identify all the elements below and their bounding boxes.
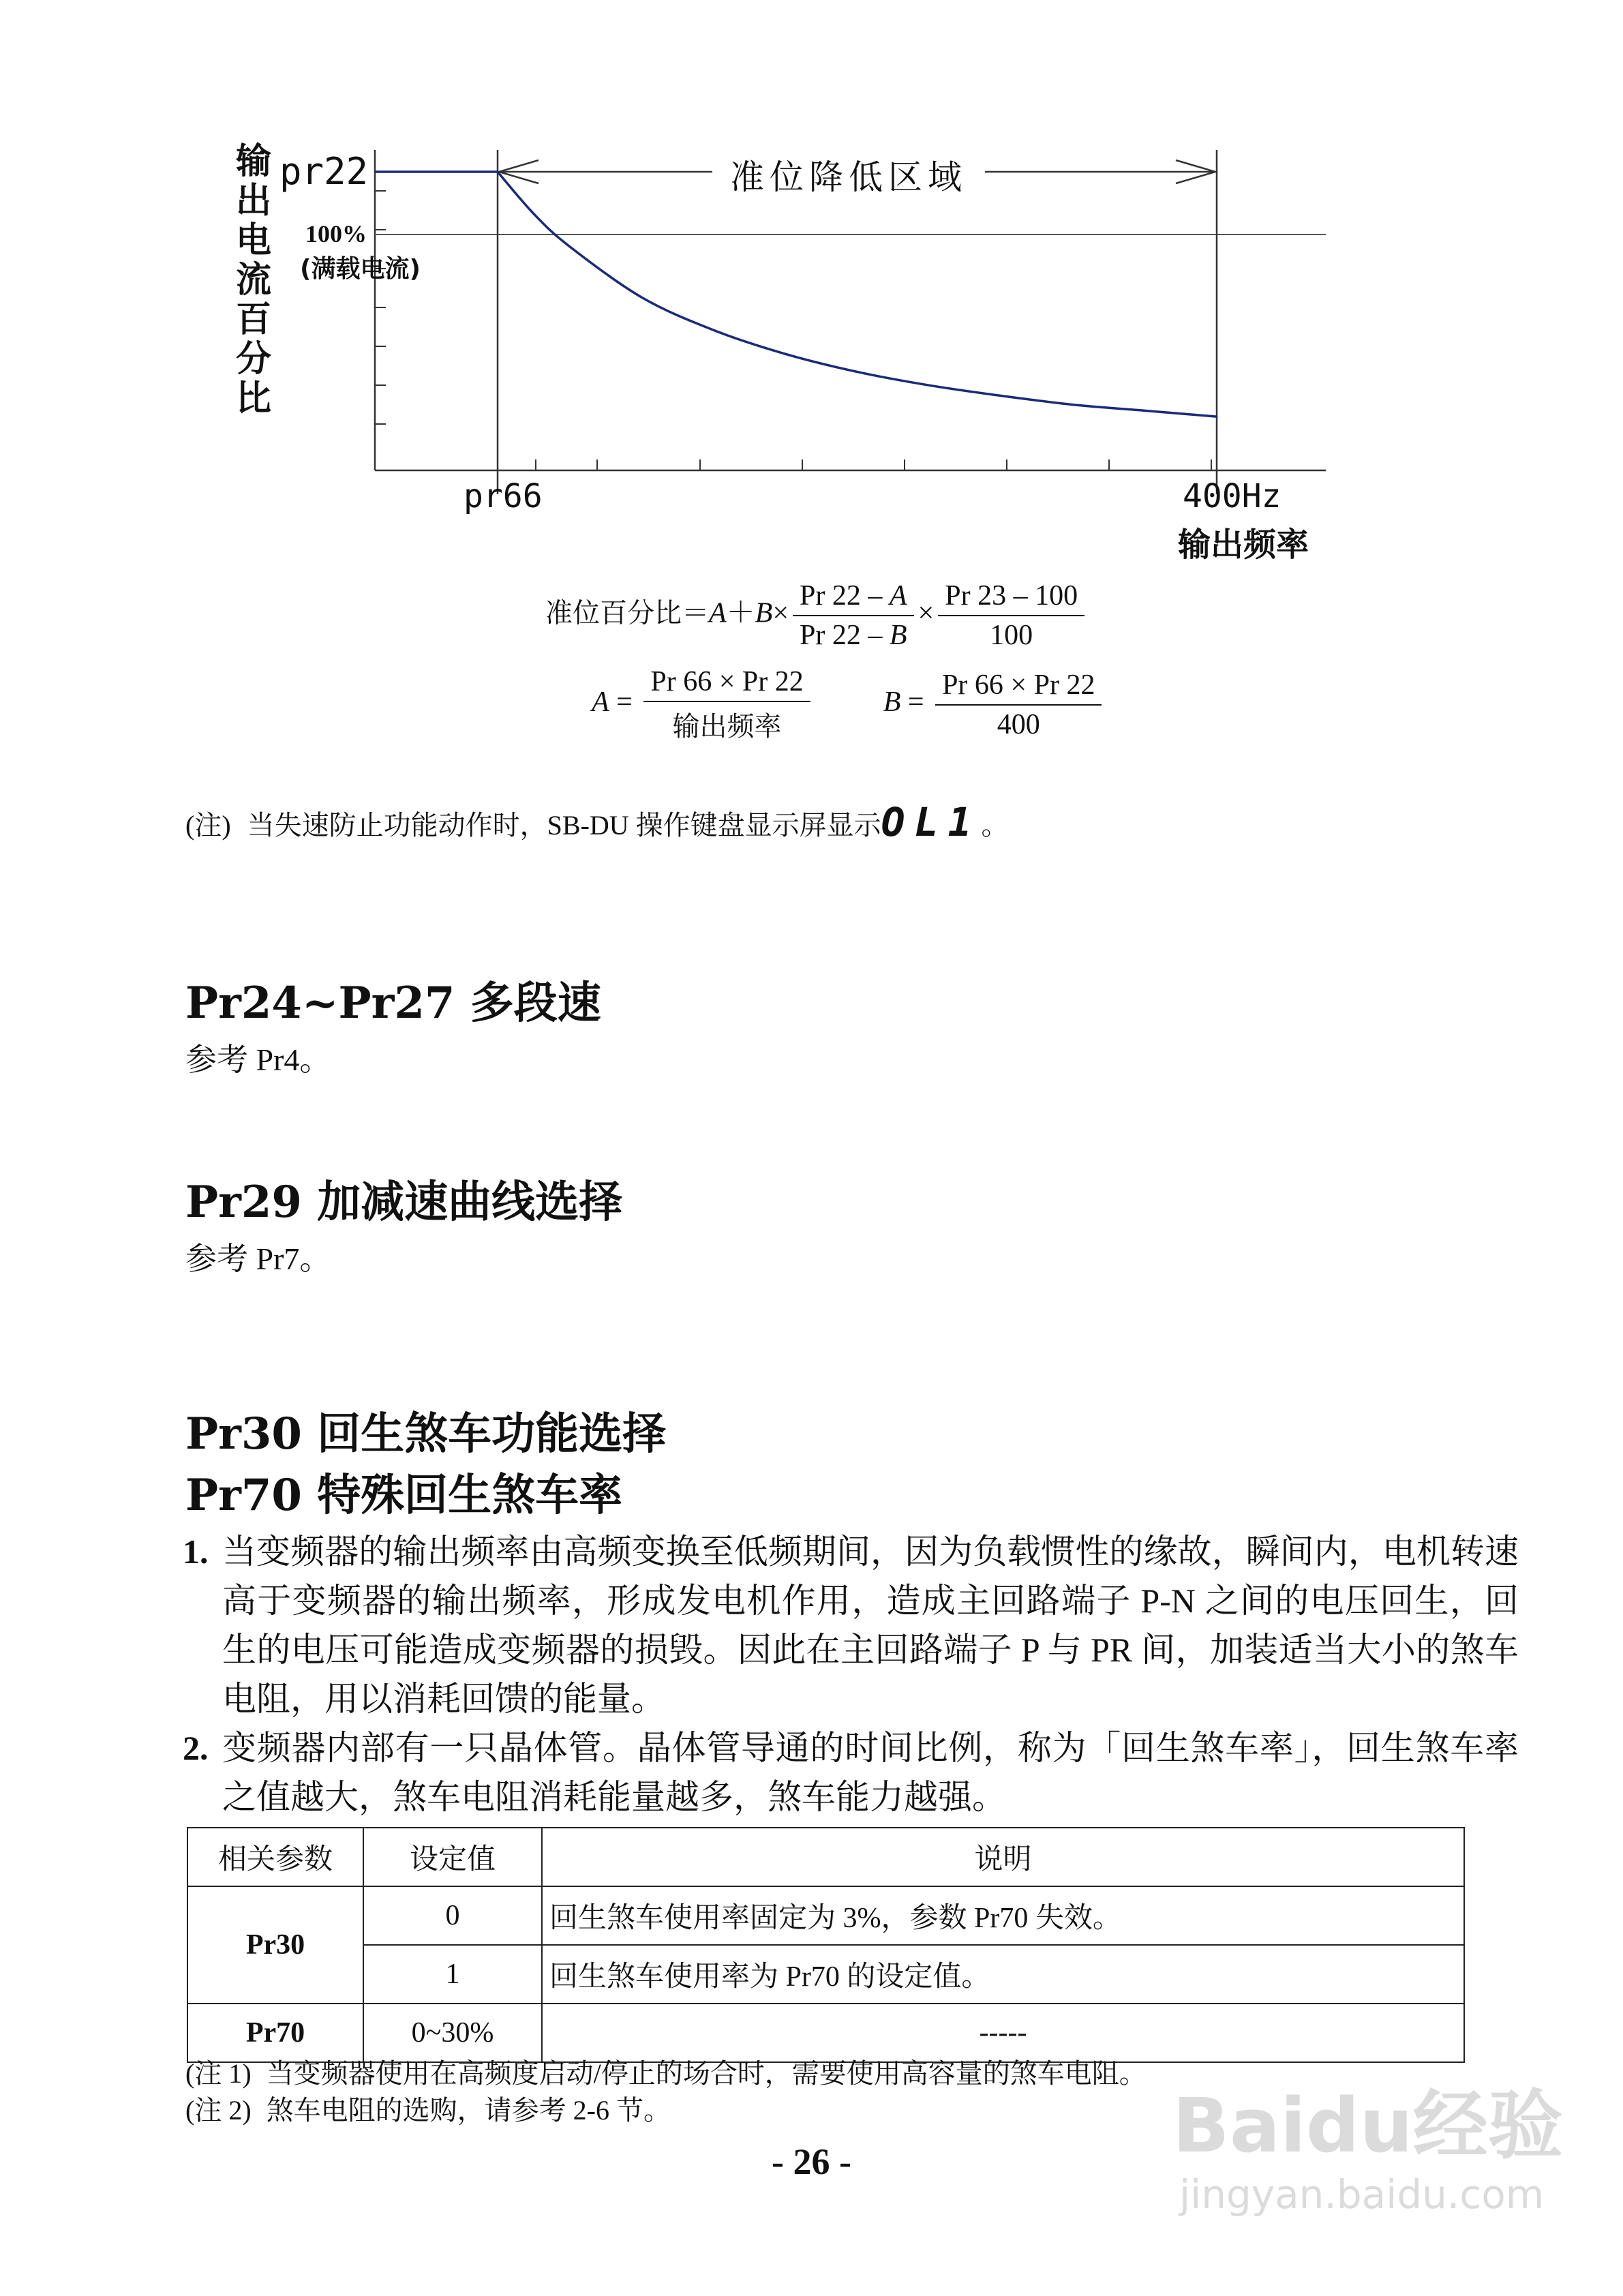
section-title-pr29: Pr29 加减速曲线选择	[185, 1177, 623, 1228]
f2-num: Pr 23 – 100	[938, 579, 1084, 616]
param-pr70: Pr70	[187, 2004, 363, 2062]
footnote-label: (注 1)	[185, 2058, 252, 2089]
curve-point	[641, 296, 643, 298]
desc-cell: 回生煞车使用率固定为 3%，参数 Pr70 失效。	[542, 1886, 1464, 1945]
table-header-row	[187, 1828, 1464, 1886]
curve-point	[712, 329, 714, 331]
value-cell: 0	[363, 1886, 542, 1945]
param-pr30: Pr30	[187, 1886, 363, 2004]
item-text: 当变频器的输出频率由高频变换至低频期间，因为负载惯性的缘故，瞬间内，电机转速高于变频器的输出频率，形成发电机作用，造成主回路端子 P-N 之间的电压回生，回生的电压可能造成变频器的损毁。因此在主回路端子 P 与 PR 间，加装适当大小的煞车电阻，用以消耗回馈的能量。	[222, 1532, 1519, 1718]
ref-full-load-label: (满载电流)	[300, 255, 421, 283]
formula-a: A	[709, 597, 727, 629]
page-number: - 26 -	[772, 2141, 851, 2182]
f1-den-var: B	[889, 620, 907, 651]
a-num: Pr 66 × Pr 22	[643, 665, 810, 702]
formula-b-def: B	[883, 686, 901, 719]
pr22-tick-label: pr22	[279, 150, 369, 193]
section-title-pr24-27: Pr24~Pr27 多段速	[185, 978, 601, 1029]
y-axis-char: 比	[235, 378, 271, 419]
f1-num: Pr 22 –	[800, 580, 890, 611]
f1-num-var: A	[889, 580, 907, 611]
lcd-ol1-display: OL1	[881, 799, 982, 845]
header-param: 相关参数	[187, 1828, 363, 1886]
note-text: 当失速防止功能动作时，SB-DU 操作键盘显示屏显示	[247, 810, 881, 841]
note-suffix: 。	[981, 810, 1009, 841]
derating-curve	[498, 172, 1217, 417]
formula-main	[545, 579, 1089, 652]
item-text: 变频器内部有一只晶体管。晶体管导通的时间比例，称为「回生煞车率」，回生煞车率之值越大，煞车电阻消耗能量越多，煞车能力越强。	[222, 1729, 1519, 1816]
y-axis-char: 分	[235, 339, 271, 380]
curve-points	[497, 171, 1218, 418]
watermark-url: jingyan.baidu.com	[1179, 2171, 1545, 2218]
baidu-watermark	[1172, 2045, 1595, 2277]
y-axis-char: 电	[235, 220, 271, 261]
item-number: 1.	[183, 1532, 209, 1571]
region-label: 准位降低区域	[730, 157, 967, 197]
f1-den: Pr 22 –	[800, 620, 890, 651]
section-title-pr30: Pr30 回生煞车功能选择	[185, 1408, 667, 1460]
section-title-pr70: Pr70 特殊回生煞车率	[185, 1470, 623, 1521]
value-cell: 1	[363, 1945, 542, 2004]
value-cell: 0~30%	[363, 2004, 542, 2062]
fraction-2	[938, 579, 1084, 652]
y-axis-char: 百	[235, 299, 271, 340]
footnote-text: 当变频器使用在高频度启动/停止的场合时，需要使用高容量的煞车电阻。	[266, 2058, 1147, 2089]
b-den: 400	[997, 708, 1040, 740]
footnote-2	[185, 2089, 671, 2128]
desc-cell: -----	[542, 2004, 1464, 2062]
formula-b: B	[755, 597, 773, 629]
eq-a: =	[609, 686, 640, 719]
pr66-tick-label: pr66	[464, 477, 543, 515]
y-axis-label	[233, 142, 274, 419]
note-prefix: (注)	[185, 810, 231, 841]
curve-point	[1000, 395, 1002, 397]
eq-b: =	[900, 686, 932, 719]
b-num: Pr 66 × Pr 22	[935, 669, 1102, 706]
header-desc: 说明	[542, 1828, 1464, 1886]
stall-note	[185, 799, 1008, 845]
formula-times: ×	[772, 597, 789, 629]
watermark-brand: Baidu经验	[1172, 2082, 1563, 2169]
y-axis-char: 出	[235, 181, 271, 222]
header-value: 设定值	[363, 1828, 542, 1886]
fraction-1	[793, 579, 914, 652]
formula-ab	[592, 665, 1106, 744]
y-axis-char: 输	[235, 141, 271, 182]
curve-point	[568, 245, 571, 247]
curve-point	[1144, 410, 1146, 412]
explanation-list	[183, 1527, 1519, 1822]
section-ref-pr4: 参考 Pr4。	[185, 1042, 331, 1077]
table-row	[187, 1886, 1464, 1945]
curve-point	[497, 171, 499, 173]
table-row	[187, 1945, 1464, 2004]
fraction-b	[935, 669, 1102, 741]
curve-point	[856, 371, 858, 373]
curve-point	[928, 384, 930, 387]
section-ref-pr7: 参考 Pr7。	[185, 1241, 331, 1276]
curve-point	[532, 213, 534, 215]
formula-lhs: 准位百分比＝	[545, 597, 709, 629]
param-table	[187, 1827, 1465, 2063]
list-item	[183, 1527, 1519, 1723]
f2-den: 100	[990, 620, 1033, 651]
x-ticks	[536, 459, 1211, 470]
curve-point	[785, 353, 787, 355]
footnote-label: (注 2)	[185, 2095, 252, 2126]
desc-cell: 回生煞车使用率为 Pr70 的设定值。	[542, 1945, 1464, 2004]
curve-point	[1216, 416, 1218, 418]
y-axis-char: 流	[235, 260, 271, 301]
item-number: 2.	[183, 1729, 209, 1767]
formula-a-def: A	[592, 686, 609, 719]
curve-point	[1072, 404, 1074, 406]
400hz-tick-label: 400Hz	[1183, 477, 1281, 515]
formula-plus: ＋	[726, 597, 755, 629]
fraction-a	[643, 665, 810, 744]
x-axis-label: 输出频率	[1178, 526, 1309, 564]
derating-chart	[218, 123, 1377, 573]
ref-100-label: 100%	[305, 220, 367, 247]
footnote-text: 煞车电阻的选购，请参考 2-6 节。	[266, 2095, 671, 2126]
a-den: 输出频率	[672, 711, 782, 742]
list-item	[183, 1723, 1519, 1822]
formula-times-2: ×	[917, 597, 935, 629]
footnote-1	[185, 2052, 1147, 2091]
